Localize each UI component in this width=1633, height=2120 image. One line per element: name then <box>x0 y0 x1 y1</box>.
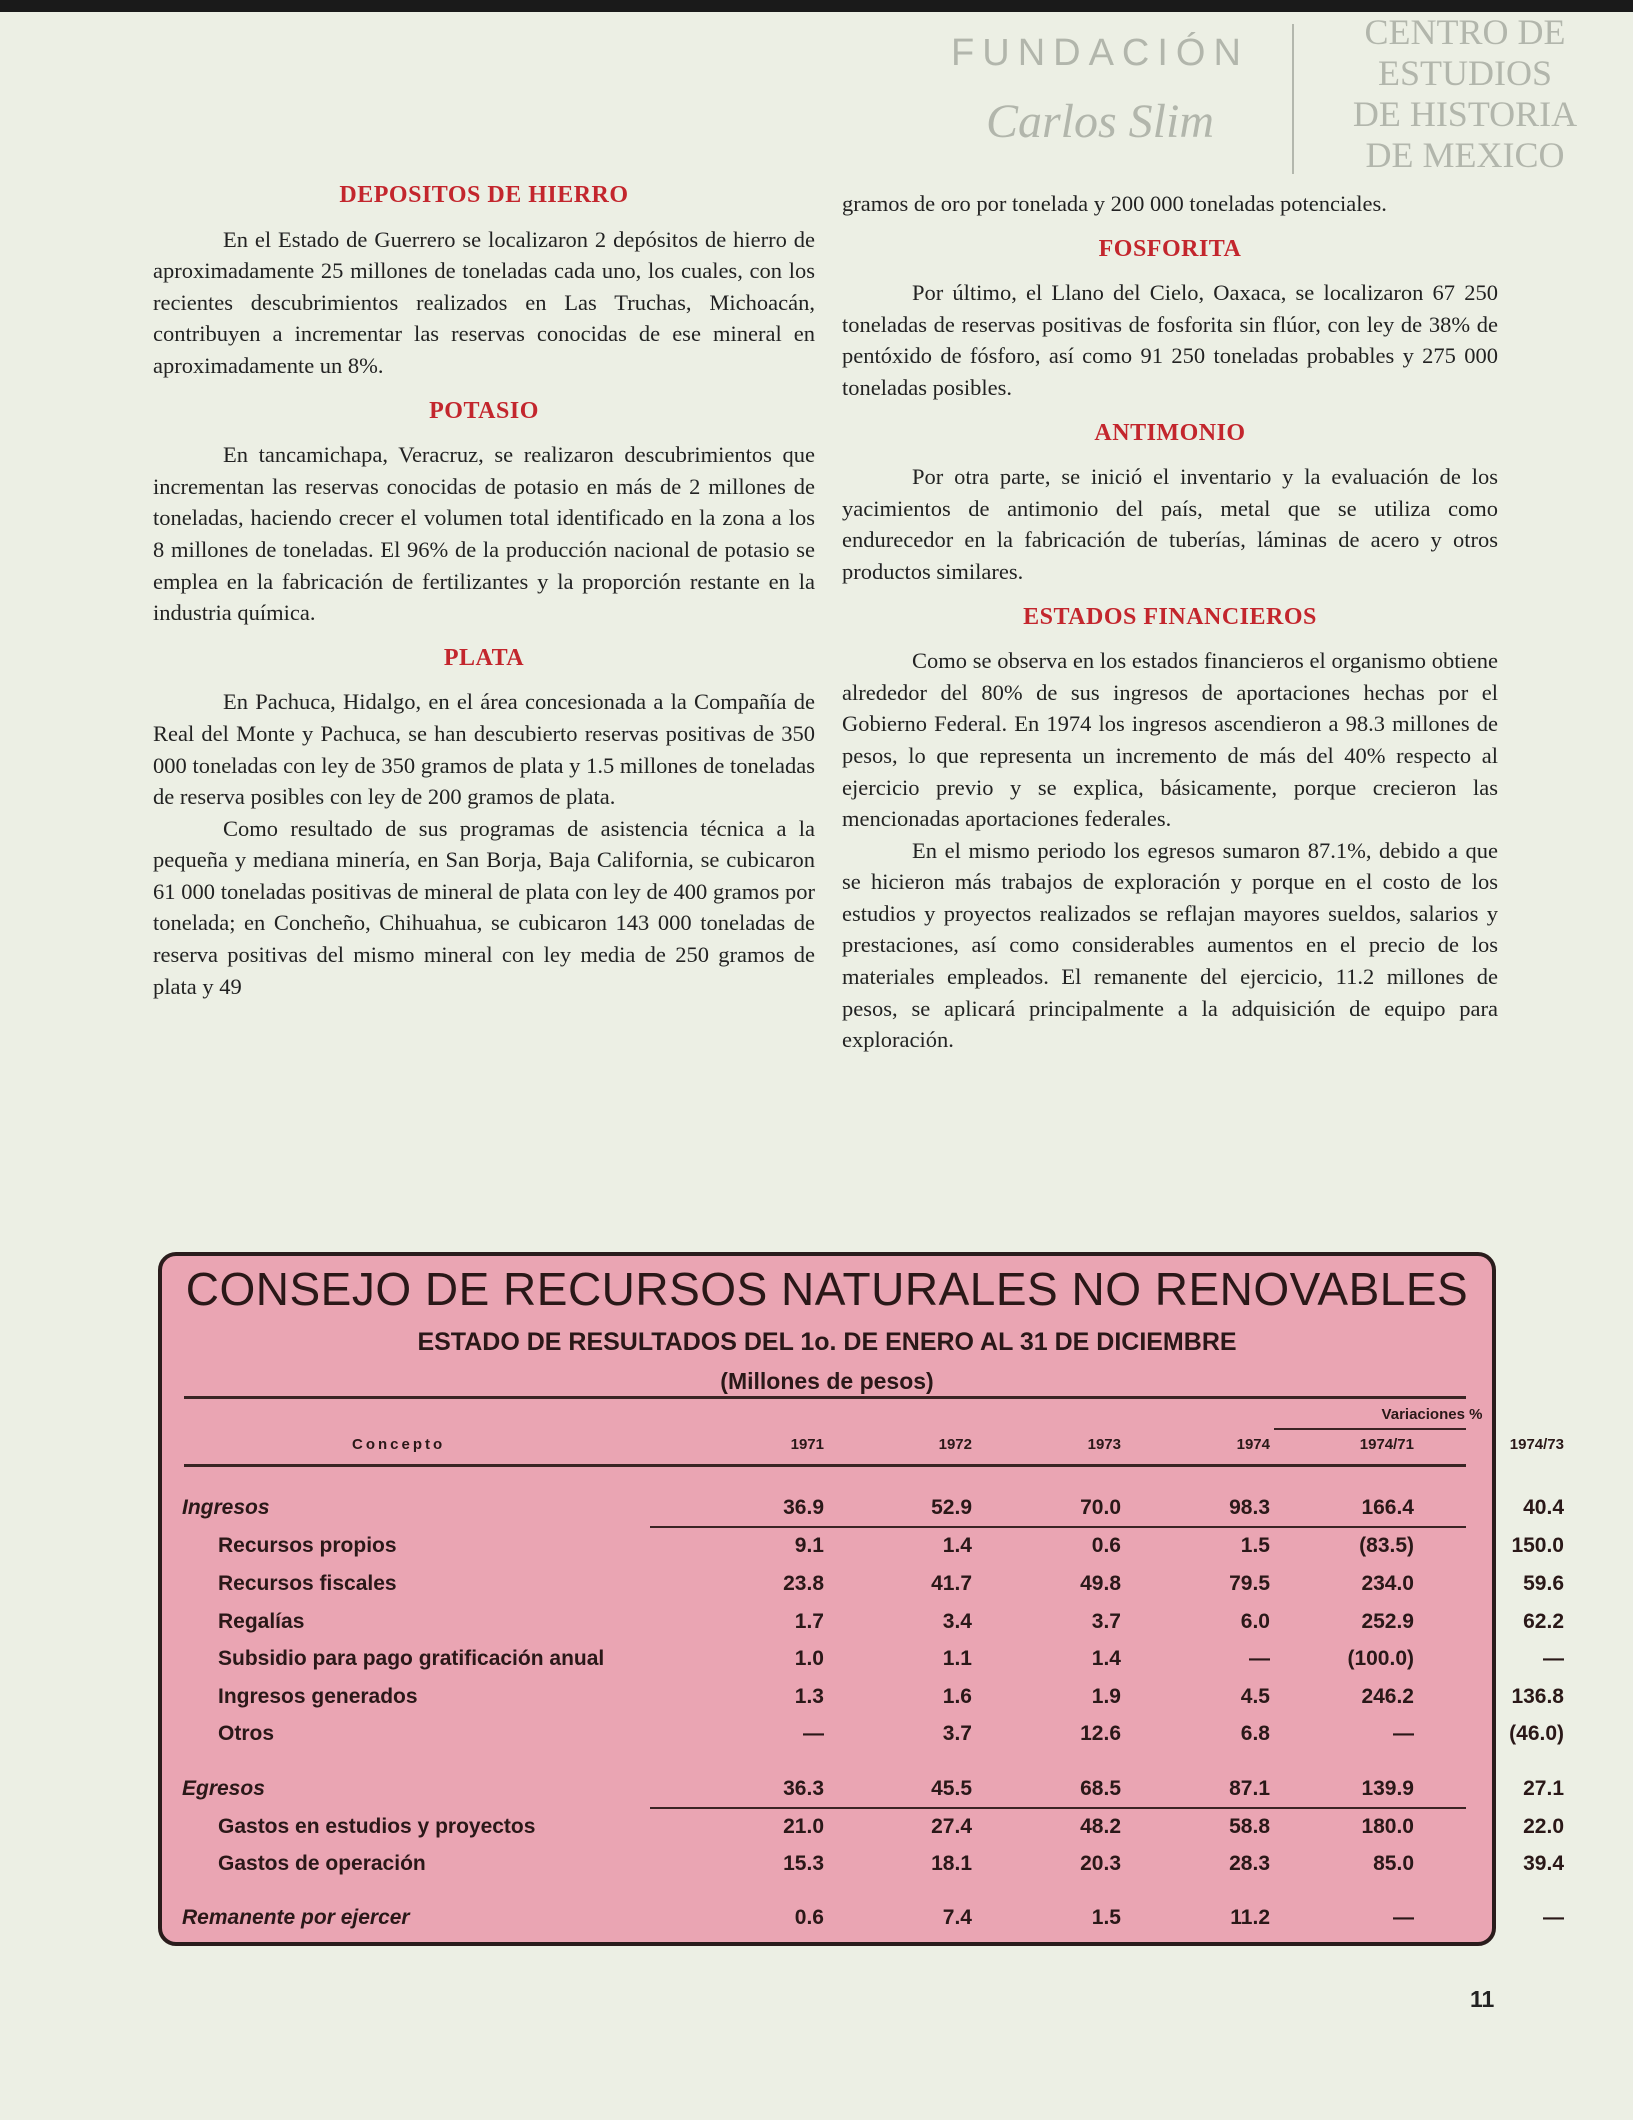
table-row <box>182 1685 1564 1715</box>
cell-value: 23.8 <box>783 1572 824 1595</box>
cell-value: 180.0 <box>1361 1815 1414 1838</box>
cell-value: 252.9 <box>1361 1610 1414 1633</box>
cell-value: 1.7 <box>794 1610 824 1633</box>
header-concepto: Concepto <box>352 1436 446 1453</box>
right-column <box>842 188 1498 1070</box>
cell-value: 1.3 <box>794 1685 824 1708</box>
row-label: Remanente por ejercer <box>182 1906 410 1929</box>
page-number: 11 <box>1470 1986 1495 2012</box>
watermark-line: CENTRO DE <box>1364 12 1566 52</box>
cell-value: 4.5 <box>1240 1685 1270 1708</box>
cell-value: 11.2 <box>1230 1906 1270 1929</box>
divider <box>184 1464 1466 1467</box>
table-header-row <box>182 1436 1564 1466</box>
cell-value: 58.8 <box>1229 1815 1270 1838</box>
paragraph: Por último, el Llano del Cielo, Oaxaca, se localizaron 67 250 toneladas de reservas positivas de fosforita sin flúor, con ley de 38% de pentóxido de fósforo, así como 91 250 toneladas probables y 275 000 toneladas posibles. <box>842 280 1498 400</box>
header-1972: 1972 <box>938 1436 972 1453</box>
cell-value: 45.5 <box>931 1777 972 1800</box>
cell-value: 0.6 <box>794 1906 824 1929</box>
paragraph: Como se observa en los estados financieros el organismo obtiene alrededor del 80% de sus ingresos de aportaciones hechas por el Gobierno Federal. En 1974 los ingresos ascendieron a 98.3 millones de pesos, lo que representa un incremento de más del 40% respecto al ejercicio previo y se explica, básicamente, porque crecieron las mencionadas aportaciones federales. <box>842 648 1498 832</box>
cell-value: 98.3 <box>1229 1496 1270 1519</box>
watermark-centro-estudios <box>1300 12 1630 176</box>
cell-value: 20.3 <box>1080 1852 1121 1875</box>
row-label: Subsidio para pago gratificación anual <box>218 1647 605 1670</box>
table-row <box>182 1610 1564 1640</box>
row-label: Regalías <box>218 1610 305 1633</box>
header-1974-71: 1974/71 <box>1359 1436 1414 1453</box>
cell-value: 49.8 <box>1080 1572 1121 1595</box>
cell-value: 70.0 <box>1080 1496 1121 1519</box>
table-row <box>182 1722 1564 1752</box>
cell-value: 150.0 <box>1511 1534 1564 1557</box>
cell-value: 27.4 <box>931 1815 972 1838</box>
cell-value: — <box>1543 1647 1564 1670</box>
subtotal-rule <box>650 1807 1466 1809</box>
table-row <box>182 1534 1564 1564</box>
watermark-line: DE MEXICO <box>1365 135 1565 175</box>
cell-value: 7.4 <box>942 1906 972 1929</box>
cell-value: — <box>1249 1647 1270 1670</box>
cell-value: 52.9 <box>931 1496 972 1519</box>
cell-value: — <box>1393 1722 1414 1745</box>
cell-value: 21.0 <box>783 1815 824 1838</box>
table-row <box>182 1906 1564 1936</box>
cell-value: 22.0 <box>1523 1815 1564 1838</box>
table-row <box>182 1777 1564 1807</box>
watermark-line: ESTUDIOS <box>1377 53 1552 93</box>
cell-value: 1.0 <box>794 1647 824 1670</box>
cell-value: (46.0) <box>1509 1722 1564 1745</box>
subtotal-rule <box>650 1526 1466 1528</box>
watermark-divider <box>1292 24 1294 174</box>
table-row <box>182 1572 1564 1602</box>
cell-value: 85.0 <box>1373 1852 1414 1875</box>
cell-value: 15.3 <box>783 1852 824 1875</box>
cell-value: 48.2 <box>1080 1815 1121 1838</box>
cell-value: 27.1 <box>1523 1777 1564 1800</box>
cell-value: 6.8 <box>1240 1722 1270 1745</box>
watermark-line: DE HISTORIA <box>1352 94 1578 134</box>
cell-value: — <box>1393 1906 1414 1929</box>
cell-value: 40.4 <box>1523 1496 1564 1519</box>
cell-value: 41.7 <box>931 1572 972 1595</box>
heading-fosforita: FOSFORITA <box>1098 235 1242 262</box>
cell-value: 6.0 <box>1240 1610 1270 1633</box>
cell-value: — <box>803 1722 824 1745</box>
paragraph: En el Estado de Guerrero se localizaron 2 depósitos de hierro de aproximadamente 25 millones de toneladas cada uno, los cuales, con los recientes descubrimientos realizados en Las Truchas, Michoacán, contribuyen a incrementar las reservas conocidas de ese mineral en aproximadamente un 8%. <box>153 226 815 378</box>
header-1974: 1974 <box>1236 1436 1270 1453</box>
row-label: Ingresos generados <box>218 1685 418 1708</box>
cell-value: 3.7 <box>1091 1610 1121 1633</box>
watermark-signature: Carlos Slim <box>985 95 1215 148</box>
table-row <box>182 1852 1564 1882</box>
variations-label: Variaciones % <box>1381 1406 1483 1423</box>
table-unit: (Millones de pesos) <box>720 1368 934 1394</box>
heading-estados-financieros: ESTADOS FINANCIEROS <box>1023 603 1317 630</box>
cell-value: 1.1 <box>942 1647 972 1670</box>
heading-plata: PLATA <box>443 644 525 671</box>
paragraph: Como resultado de sus programas de asistencia técnica a la pequeña y mediana minería, en San Borja, Baja California, se cubicaron 61 000 toneladas positivas de mineral de plata con ley de 400 gramos por tonelada; en Concheño, Chihuahua, se cubicaron 143 000 toneladas de reserva positivas del mismo mineral con ley media de 250 gramos de plata y 49 <box>153 815 815 999</box>
cell-value: 87.1 <box>1229 1777 1270 1800</box>
header-1971: 1971 <box>790 1436 824 1453</box>
cell-value: 3.7 <box>942 1722 972 1745</box>
row-label: Ingresos <box>182 1496 270 1519</box>
cell-value: 166.4 <box>1361 1496 1414 1519</box>
cell-value: 62.2 <box>1523 1610 1564 1633</box>
table-row <box>182 1815 1564 1845</box>
header-1973: 1973 <box>1087 1436 1121 1453</box>
heading-antimonio: ANTIMONIO <box>1094 419 1246 446</box>
row-label: Egresos <box>182 1777 265 1800</box>
row-label: Gastos de operación <box>218 1852 426 1875</box>
cell-value: — <box>1543 1906 1564 1929</box>
cell-value: 1.9 <box>1091 1685 1121 1708</box>
paragraph: Por otra parte, se inició el inventario y la evaluación de los yacimientos de antimonio del país, metal que se utiliza como endurecedor en la fabricación de tuberías, láminas de acero y otros productos similares. <box>842 464 1498 584</box>
cell-value: 139.9 <box>1361 1777 1414 1800</box>
cell-value: (83.5) <box>1359 1534 1414 1557</box>
left-column <box>153 180 815 1016</box>
cell-value: 1.4 <box>1091 1647 1121 1670</box>
table-title: CONSEJO DE RECURSOS NATURALES NO RENOVABLES <box>185 1263 1469 1315</box>
row-label: Recursos fiscales <box>218 1572 397 1595</box>
cell-value: 1.6 <box>942 1685 972 1708</box>
paragraph: En tancamichapa, Veracruz, se realizaron descubrimientos que incrementan las reservas conocidas de potasio en más de 2 millones de toneladas, haciendo crecer el volumen total identificado en la zona a los 8 millones de toneladas. El 96% de la producción nacional de potasio se emplea en la fabricación de fertilizantes y la proporción restante en la industria química. <box>153 442 815 626</box>
cell-value: 0.6 <box>1091 1534 1121 1557</box>
cell-value: 1.4 <box>942 1534 972 1557</box>
variations-header-row <box>182 1406 1483 1436</box>
cell-value: 1.5 <box>1240 1534 1270 1557</box>
cell-value: 59.6 <box>1523 1572 1564 1595</box>
heading-potasio: POTASIO <box>429 397 539 424</box>
scan-top-border <box>0 0 1633 12</box>
paragraph: En el mismo periodo los egresos sumaron 87.1%, debido a que se hicieron más trabajos de exploración y porque en el costo de los estudios y proyectos realizados se reflajan mayores sueldos, salarios y prestaciones, así como considerables aumentos en el precio de los materiales empleados. El remanente del ejercicio, 11.2 millones de pesos, se aplicará principalmente a la adquisición de equipo para exploración. <box>842 837 1498 1053</box>
financial-statement-table <box>158 1252 1564 1946</box>
table-row <box>182 1647 1564 1677</box>
table-subtitle: ESTADO DE RESULTADOS DEL 1o. DE ENERO AL 31 DE DICIEMBRE <box>417 1328 1237 1356</box>
row-label: Recursos propios <box>218 1534 397 1557</box>
divider <box>184 1396 1466 1399</box>
cell-value: 234.0 <box>1361 1572 1414 1595</box>
row-label: Gastos en estudios y proyectos <box>218 1815 536 1838</box>
paragraph: gramos de oro por tonelada y 200 000 toneladas potenciales. <box>842 191 1387 216</box>
cell-value: 36.3 <box>783 1777 824 1800</box>
cell-value: 3.4 <box>942 1610 972 1633</box>
cell-value: 246.2 <box>1361 1685 1414 1708</box>
watermark-fundacion: FUNDACIÓN <box>951 32 1249 74</box>
cell-value: 18.1 <box>931 1852 972 1875</box>
divider <box>1274 1428 1466 1430</box>
cell-value: 136.8 <box>1511 1685 1564 1708</box>
header-1974-73: 1974/73 <box>1509 1436 1564 1453</box>
cell-value: 39.4 <box>1523 1852 1564 1875</box>
cell-value: 79.5 <box>1229 1572 1270 1595</box>
cell-value: 9.1 <box>794 1534 824 1557</box>
cell-value: (100.0) <box>1347 1647 1414 1670</box>
table-row <box>182 1496 1564 1526</box>
cell-value: 12.6 <box>1080 1722 1121 1745</box>
cell-value: 1.5 <box>1091 1906 1121 1929</box>
paragraph: En Pachuca, Hidalgo, en el área concesionada a la Compañía de Real del Monte y Pachuca, se han descubierto reservas positivas de 350 000 toneladas con ley de 350 gramos de plata y 1.5 millones de toneladas de reserva posibles con ley de 200 gramos de plata. <box>153 689 815 810</box>
cell-value: 68.5 <box>1080 1777 1121 1800</box>
cell-value: 36.9 <box>783 1496 824 1519</box>
row-label: Otros <box>218 1722 275 1745</box>
heading-depositos-hierro: DEPOSITOS DE HIERRO <box>339 182 629 208</box>
cell-value: 28.3 <box>1229 1852 1270 1875</box>
